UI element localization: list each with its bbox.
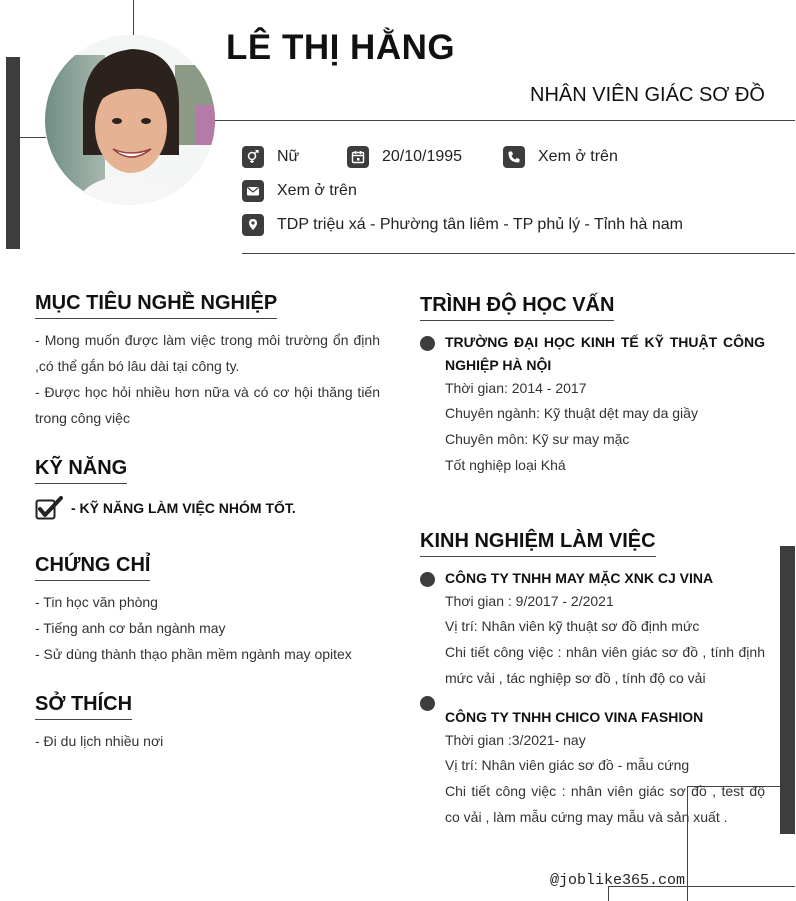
job-time: Thơi gian : 9/2017 - 2/2021	[445, 593, 614, 609]
right-accent-bar	[780, 546, 795, 834]
objective-title: MỤC TIÊU NGHỀ NGHIỆP	[35, 292, 277, 319]
education-line: Chuyên môn: Kỹ sư may mặc	[445, 431, 630, 447]
job-title: NHÂN VIÊN GIÁC SƠ ĐỒ	[530, 84, 765, 106]
skills-section	[35, 457, 380, 520]
email-icon	[242, 180, 264, 202]
objective-line-2: - Được học hỏi nhiều hơn nữa và có cơ hội thăng tiến trong công việc	[35, 384, 380, 426]
certificate-item: - Sử dùng thành thạo phần mềm ngành may opitex	[35, 646, 352, 662]
experience-title: KINH NGHIỆM LÀM VIỆC	[420, 530, 656, 557]
candidate-name: LÊ THỊ HẰNG	[226, 28, 456, 67]
contact-email	[242, 180, 357, 202]
top-vertical-line	[133, 0, 134, 36]
job-time: Thời gian :3/2021- nay	[445, 732, 586, 748]
education-bullet	[420, 336, 435, 351]
hobby-item: - Đi du lịch nhiều nơi	[35, 733, 164, 749]
contact-divider	[242, 253, 795, 254]
certificates-section	[35, 554, 380, 667]
email-value: Xem ở trên	[277, 182, 357, 199]
contact-phone	[503, 146, 618, 168]
job-position: Vị trí: Nhân viên giác sơ đồ - mẫu cứng	[445, 757, 690, 773]
job-company: CÔNG TY TNHH CHICO VINA FASHION	[445, 709, 704, 725]
watermark[interactable]: @joblike365.com	[550, 872, 686, 889]
job-entry	[445, 567, 765, 691]
skills-title: KỸ NĂNG	[35, 457, 127, 484]
education-line: Thời gian: 2014 - 2017	[445, 380, 587, 396]
job-company: CÔNG TY TNHH MAY MẶC XNK CJ VINA	[445, 570, 714, 586]
header-divider	[215, 120, 795, 121]
location-icon	[242, 214, 264, 236]
education-entry	[445, 331, 765, 478]
profile-photo	[45, 35, 215, 205]
skill-item: - KỸ NĂNG LÀM VIỆC NHÓM TỐT.	[71, 500, 296, 516]
objective-section	[35, 292, 380, 431]
hobbies-title: SỞ THÍCH	[35, 693, 132, 720]
avatar	[45, 35, 215, 205]
experience-bullet	[420, 572, 435, 587]
gender-value: Nữ	[277, 148, 300, 165]
experience-bullet	[420, 696, 435, 711]
birthday-value: 20/10/1995	[382, 148, 463, 165]
school-name: TRƯỜNG ĐẠI HỌC KINH TẾ KỸ THUẬT CÔNG NGHIỆP HÀ NỘI	[445, 334, 765, 373]
certificate-item: - Tiếng anh cơ bản ngành may	[35, 620, 226, 636]
avatar-left-line	[20, 137, 46, 138]
hobbies-section	[35, 693, 380, 754]
calendar-icon	[347, 146, 369, 168]
contact-birthday	[347, 146, 462, 168]
checkbox-check-icon	[35, 496, 63, 520]
job-details: Chi tiết công việc : nhân viên giác sơ đồ , tính định mức vải , tác nghiệp sơ đồ , tính độ co vải	[445, 644, 765, 686]
education-line: Tốt nghiệp loại Khá	[445, 457, 566, 473]
objective-line-1: - Mong muốn được làm việc trong môi trường ổn định ,có thể gắn bó lâu dài tại công ty.	[35, 332, 380, 374]
certificate-item: - Tin học văn phòng	[35, 594, 158, 610]
gender-icon	[242, 146, 264, 168]
certificates-title: CHỨNG CHỈ	[35, 554, 150, 581]
education-line: Chuyên ngành: Kỹ thuật dệt may da giầy	[445, 405, 698, 421]
contact-gender	[242, 146, 299, 168]
phone-icon	[503, 146, 525, 168]
left-accent-bar	[6, 57, 20, 249]
education-title: TRÌNH ĐỘ HỌC VẤN	[420, 294, 614, 321]
education-section	[420, 294, 765, 321]
phone-value: Xem ở trên	[538, 148, 618, 165]
experience-section	[420, 530, 765, 557]
address-value: TDP triệu xá - Phường tân liêm - TP phủ lý - Tỉnh hà nam	[277, 216, 683, 233]
job-entry	[445, 706, 765, 830]
job-position: Vị trí: Nhân viên kỹ thuật sơ đồ định mức	[445, 618, 700, 634]
contact-address	[242, 214, 683, 236]
job-details: Chi tiết công việc : nhân viên giác sơ đồ , test độ co vải , làm mẫu cứng may mẫu và sản xuất .	[445, 783, 765, 825]
